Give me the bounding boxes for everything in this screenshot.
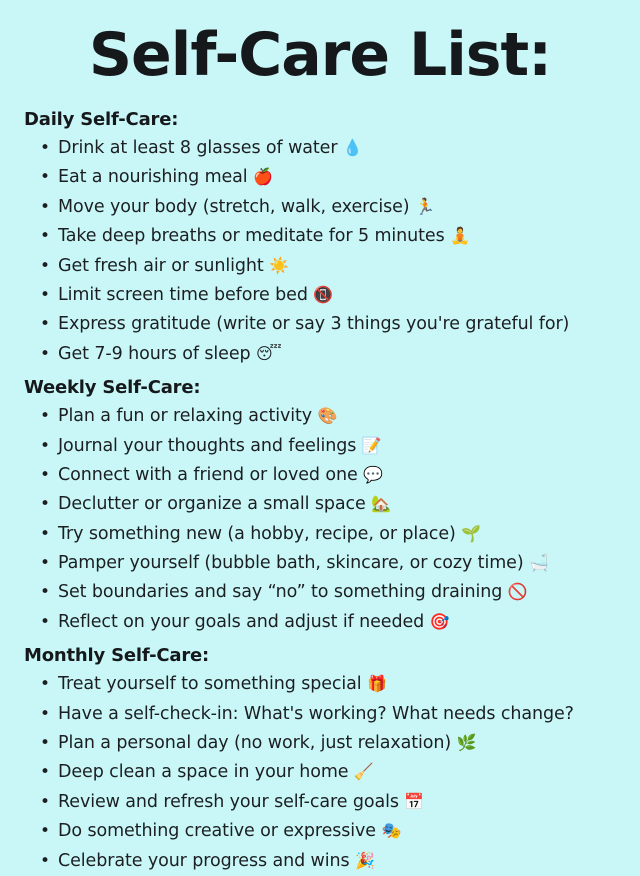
list-item-emoji-icon: 🎁 — [367, 674, 387, 694]
page-title: Self-Care List: — [88, 20, 552, 90]
list-item — [20, 670, 620, 699]
list-item-label: Treat yourself to something special — [58, 674, 362, 695]
list-item-emoji-icon: 🏡 — [371, 494, 392, 514]
list-item-emoji-icon: ☀️ — [269, 255, 289, 275]
list-item — [20, 758, 620, 787]
list-item-emoji-icon: 🏃 — [415, 196, 435, 216]
section — [20, 645, 620, 876]
list-item-emoji-icon: 🎉 — [355, 850, 375, 870]
list-item-label: Connect with a friend or loved one — [58, 464, 358, 485]
section-heading: Monthly Self-Care: — [24, 645, 210, 667]
list-item — [20, 578, 620, 607]
list-item-emoji-icon: 🎯 — [429, 611, 450, 631]
list-item-label: Get 7-9 hours of sleep — [58, 343, 251, 364]
list-item-label: Do something creative or expressive — [58, 821, 376, 842]
list-item — [20, 193, 620, 222]
list-item — [20, 252, 620, 281]
section — [20, 109, 620, 369]
list-item — [20, 520, 620, 549]
section — [20, 377, 620, 637]
list-item-label: Reflect on your goals and adjust if needed — [58, 611, 425, 632]
list-item-label: Celebrate your progress and wins — [58, 850, 350, 871]
list-item-label: Plan a fun or relaxing activity — [58, 406, 312, 427]
list-item — [20, 461, 620, 490]
list-item-emoji-icon: 📵 — [313, 284, 334, 304]
list-item-emoji-icon: 💧 — [342, 138, 363, 157]
list-item-emoji-icon: 🚫 — [507, 582, 528, 602]
list-item-label: Eat a nourishing meal — [58, 167, 248, 188]
section-heading: Daily Self-Care: — [24, 109, 179, 130]
list-item — [20, 817, 620, 846]
list-item-emoji-icon: 🧘 — [450, 226, 470, 246]
list-item-emoji-icon: 🌱 — [461, 523, 482, 543]
list-item-label: Drink at least 8 glasses of water — [58, 138, 338, 158]
list-item-label: Limit screen time before bed — [58, 284, 308, 305]
list-item — [20, 163, 620, 192]
list-item — [20, 402, 620, 431]
list-item — [20, 549, 620, 578]
list-item — [20, 281, 620, 310]
list-item-emoji-icon: 🎨 — [317, 406, 338, 426]
list-item-label: Get fresh air or sunlight — [58, 255, 264, 276]
list-item-label: Journal your thoughts and feelings — [58, 435, 357, 456]
list-item-emoji-icon: 🧹 — [353, 762, 374, 782]
list-item — [20, 432, 620, 461]
list-item-label: Have a self-check-in: What's working? What needs change? — [58, 703, 574, 724]
list-item — [20, 788, 620, 817]
checklist — [20, 402, 620, 637]
list-item — [20, 608, 620, 637]
list-item-emoji-icon: 🌿 — [456, 733, 477, 753]
list-item — [20, 847, 620, 876]
list-item — [20, 134, 620, 163]
list-item — [20, 729, 620, 758]
list-item — [20, 700, 620, 729]
list-item-emoji-icon: 😴 — [255, 343, 282, 363]
list-item-label: Express gratitude (write or say 3 things you're grateful for) — [58, 314, 570, 335]
list-item-emoji-icon: 💬 — [363, 464, 383, 484]
list-item-label: Take deep breaths or meditate for 5 minutes — [58, 226, 445, 247]
list-item — [20, 310, 620, 339]
list-item-label: Review and refresh your self-care goals — [58, 791, 399, 812]
list-item-emoji-icon: 🛁 — [529, 553, 549, 573]
list-item — [20, 490, 620, 519]
list-item-label: Declutter or organize a small space — [58, 494, 366, 515]
list-item-emoji-icon: 📝 — [361, 435, 382, 455]
list-item-label: Deep clean a space in your home — [58, 762, 349, 783]
list-item — [20, 340, 620, 369]
list-item-label: Try something new (a hobby, recipe, or place) — [58, 523, 456, 544]
list-item-emoji-icon: 🎭 — [381, 821, 402, 841]
sections-container — [20, 109, 620, 876]
checklist — [20, 134, 620, 369]
section-heading: Weekly Self-Care: — [24, 377, 201, 399]
list-item-label: Plan a personal day (no work, just relaxation) — [58, 733, 452, 754]
list-item-emoji-icon: 📅 — [404, 791, 425, 811]
list-item-label: Move your body (stretch, walk, exercise) — [58, 196, 410, 217]
list-item-label: Pamper yourself (bubble bath, skincare, or cozy time) — [58, 553, 524, 574]
checklist — [20, 670, 620, 876]
list-item-label: Set boundaries and say “no” to something draining — [58, 582, 503, 603]
list-item-emoji-icon: 🍎 — [253, 167, 273, 187]
list-item — [20, 222, 620, 251]
